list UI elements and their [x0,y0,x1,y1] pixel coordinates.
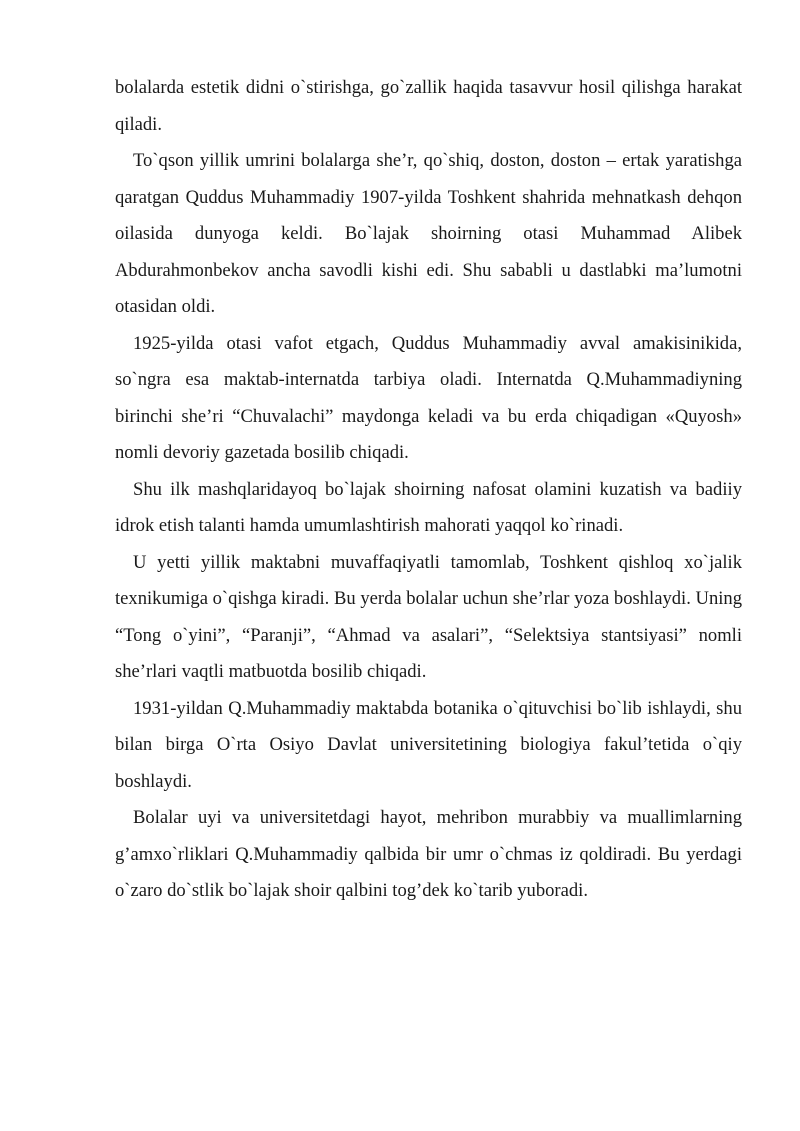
paragraph-technikum: U yetti yillik maktabni muvaffaqiyatli tamomlab, Toshkent qishloq xo`jalik texnikumiga o`qishga kiradi. Bu yerda bolalar uchun she’rlar yoza boshlaydi. Uning “Tong o`yini”, “Paranji”, “Ahmad va asalari”, “Selektsiya stantsiyasi” nomli she’rlari vaqtli matbuotda bosilib chiqadi. [115,551,742,682]
paragraph-early-talent: Shu ilk mashqlaridayoq bo`lajak shoirning nafosat olamini kuzatish va badiiy idrok etish talanti hamda umumlashtirish mahorati yaqqol ko`rinadi. [115,478,742,536]
paragraph-1931: 1931-yildan Q.Muhammadiy maktabda botanika o`qituvchisi bo`lib ishlaydi, shu bilan birga O`rta Osiyo Davlat universitetining biologiya fakul’tetida o`qiy boshlaydi. [115,697,742,792]
paragraph-continuation: bolalarda estetik didni o`stirishga, go`zallik haqida tasavvur hosil qilishga harakat qiladi. [115,77,742,135]
document-page [115,70,742,910]
paragraph-1925: 1925-yilda otasi vafot etgach, Quddus Muhammadiy avval amakisinikida, so`ngra esa maktab-internatda tarbiya oladi. Internatda Q.Muhammadiyning birinchi she’ri “Chuvalachi” maydonga keladi va bu erda chiqadigan «Quyosh» nomli devoriy gazetada bosilib chiqadi. [115,332,742,463]
paragraph-university-life: Bolalar uyi va universitetdagi hayot, mehribon murabbiy va muallimlarning g’amxo`rliklari Q.Muhammadiy qalbida bir umr o`chmas iz qoldiradi. Bu yerdagi o`zaro do`stlik bo`lajak shoir qalbini tog’dek ko`tarib yuboradi. [115,807,742,901]
paragraph-biography-intro: To`qson yillik umrini bolalarga she’r, qo`shiq, doston, doston – ertak yaratishga qaratgan Quddus Muhammadiy 1907-yilda Toshkent shahrida mehnatkash dehqon oilasida dunyoga keldi. Bo`lajak shoirning otasi Muhammad Alibek Abdurahmonbekov ancha savodli kishi edi. Shu sababli u dastlabki ma’lumotni otasidan oldi. [115,150,742,317]
